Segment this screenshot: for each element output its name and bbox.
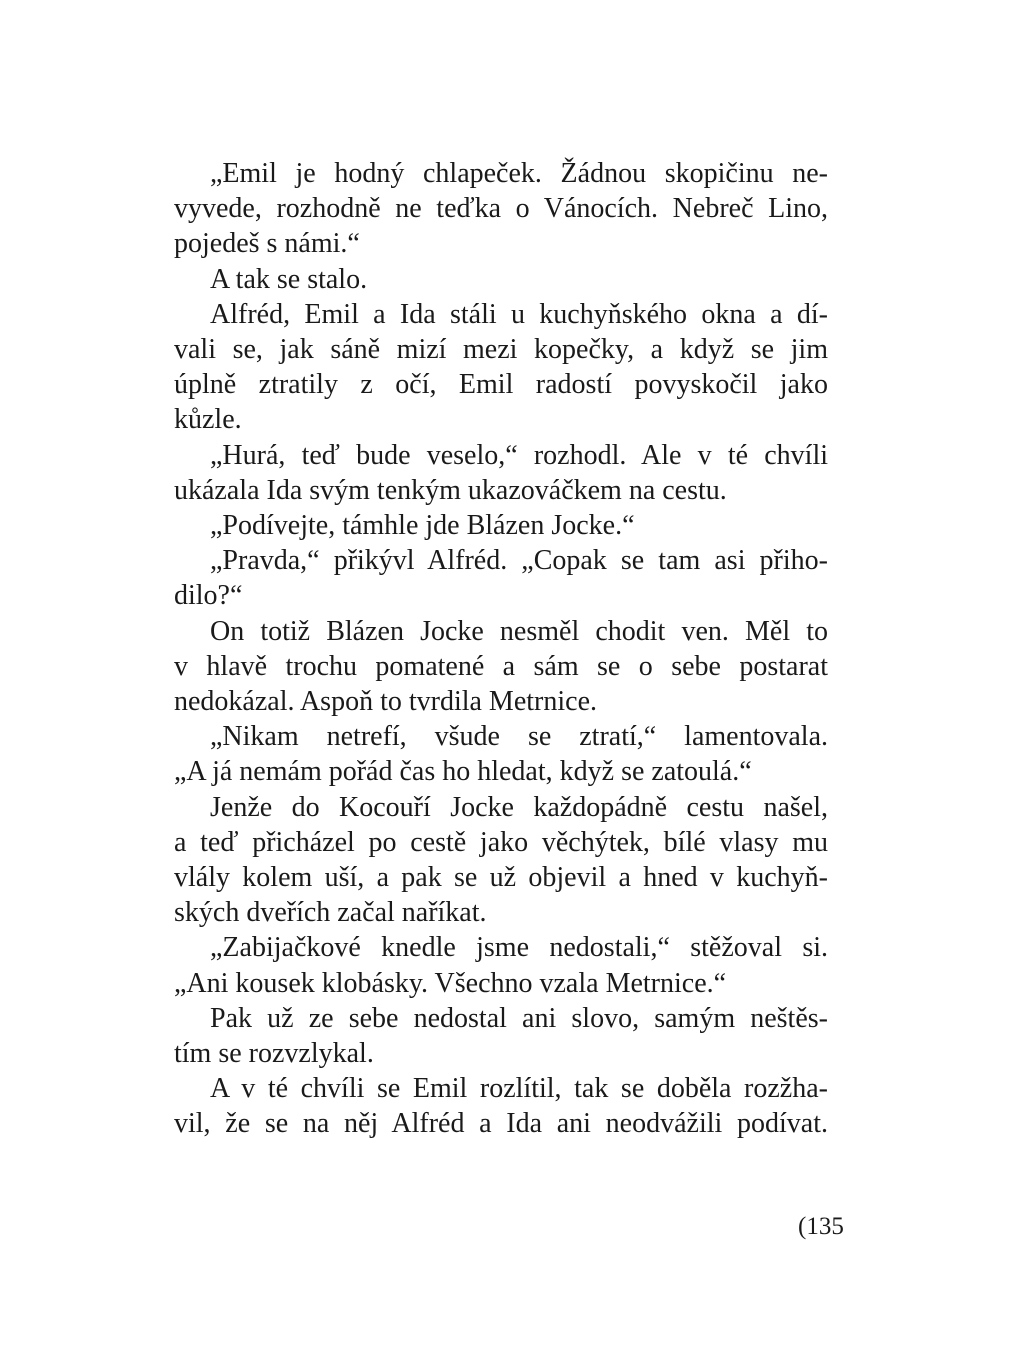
page-number: (135 — [798, 1213, 844, 1240]
paragraph — [174, 719, 828, 789]
text-line: kůzle. — [174, 404, 242, 436]
text-line: „Nikam netrefí, všude se ztratí,“ lamentovala. — [210, 721, 828, 753]
text-line: vil, že se na něj Alfréd a Ida ani neodvážili podívat. — [174, 1108, 828, 1140]
text-line: pojedeš s námi.“ — [174, 228, 360, 260]
text-line: ských dveřích začal naříkat. — [174, 897, 487, 929]
text-line: A v té chvíli se Emil rozlítil, tak se doběla rozžha- — [210, 1073, 828, 1105]
text-line: On totiž Blázen Jocke nesměl chodit ven. Měl to — [210, 615, 828, 647]
paragraph — [174, 543, 828, 613]
paragraph — [174, 262, 828, 297]
text-line: v hlavě trochu pomatené a sám se o sebe postarat — [174, 650, 828, 682]
paragraph — [174, 614, 828, 720]
text-line: dilo?“ — [174, 580, 243, 612]
text-line: nedokázal. Aspoň to tvrdila Metrnice. — [174, 686, 597, 718]
text-line: „A já nemám pořád čas ho hledat, když se zatoulá.“ — [174, 756, 752, 788]
text-line: Pak už ze sebe nedostal ani slovo, samým neštěs- — [210, 1002, 828, 1034]
text-line: „Hurá, teď bude veselo,“ rozhodl. Ale v té chvíli — [210, 439, 828, 471]
text-line: A tak se stalo. — [210, 263, 368, 295]
paragraph — [174, 508, 828, 543]
text-line: tím se rozvzlykal. — [174, 1038, 374, 1070]
text-line: a teď přicházel po cestě jako věchýtek, bílé vlasy mu — [174, 826, 828, 858]
text-line: „Podívejte, támhle jde Blázen Jocke.“ — [210, 510, 635, 542]
text-line: ukázala Ida svým tenkým ukazováčkem na cestu. — [174, 474, 727, 506]
text-line: úplně ztratily z očí, Emil radostí povyskočil jako — [174, 369, 828, 401]
paragraph — [174, 1071, 828, 1141]
paragraph — [174, 1001, 828, 1071]
paragraph — [174, 438, 828, 508]
text-line: vyvede, rozhodně ne teďka o Vánocích. Nebreč Lino, — [174, 193, 828, 225]
paragraph — [174, 156, 828, 262]
text-line: Alfréd, Emil a Ida stáli u kuchyňského okna a dí- — [210, 298, 828, 330]
text-line: vlály kolem uší, a pak se už objevil a hned v kuchyň- — [174, 862, 828, 894]
text-line: vali se, jak sáně mizí mezi kopečky, a když se jim — [174, 334, 828, 366]
text-line: Jenže do Kocouří Jocke každopádně cestu našel, — [210, 791, 828, 823]
text-line: „Emil je hodný chlapeček. Žádnou skopičinu ne- — [210, 158, 828, 189]
paragraph — [174, 930, 828, 1000]
text-line: „Zabijačkové knedle jsme nedostali,“ stěžoval si. — [210, 932, 828, 964]
text-line: „Ani kousek klobásky. Všechno vzala Metrnice.“ — [174, 967, 727, 999]
paragraph — [174, 790, 828, 931]
text-line: „Pravda,“ přikývl Alfréd. „Copak se tam asi přiho- — [210, 545, 828, 577]
paragraph — [174, 297, 828, 438]
body-text — [174, 156, 828, 1142]
